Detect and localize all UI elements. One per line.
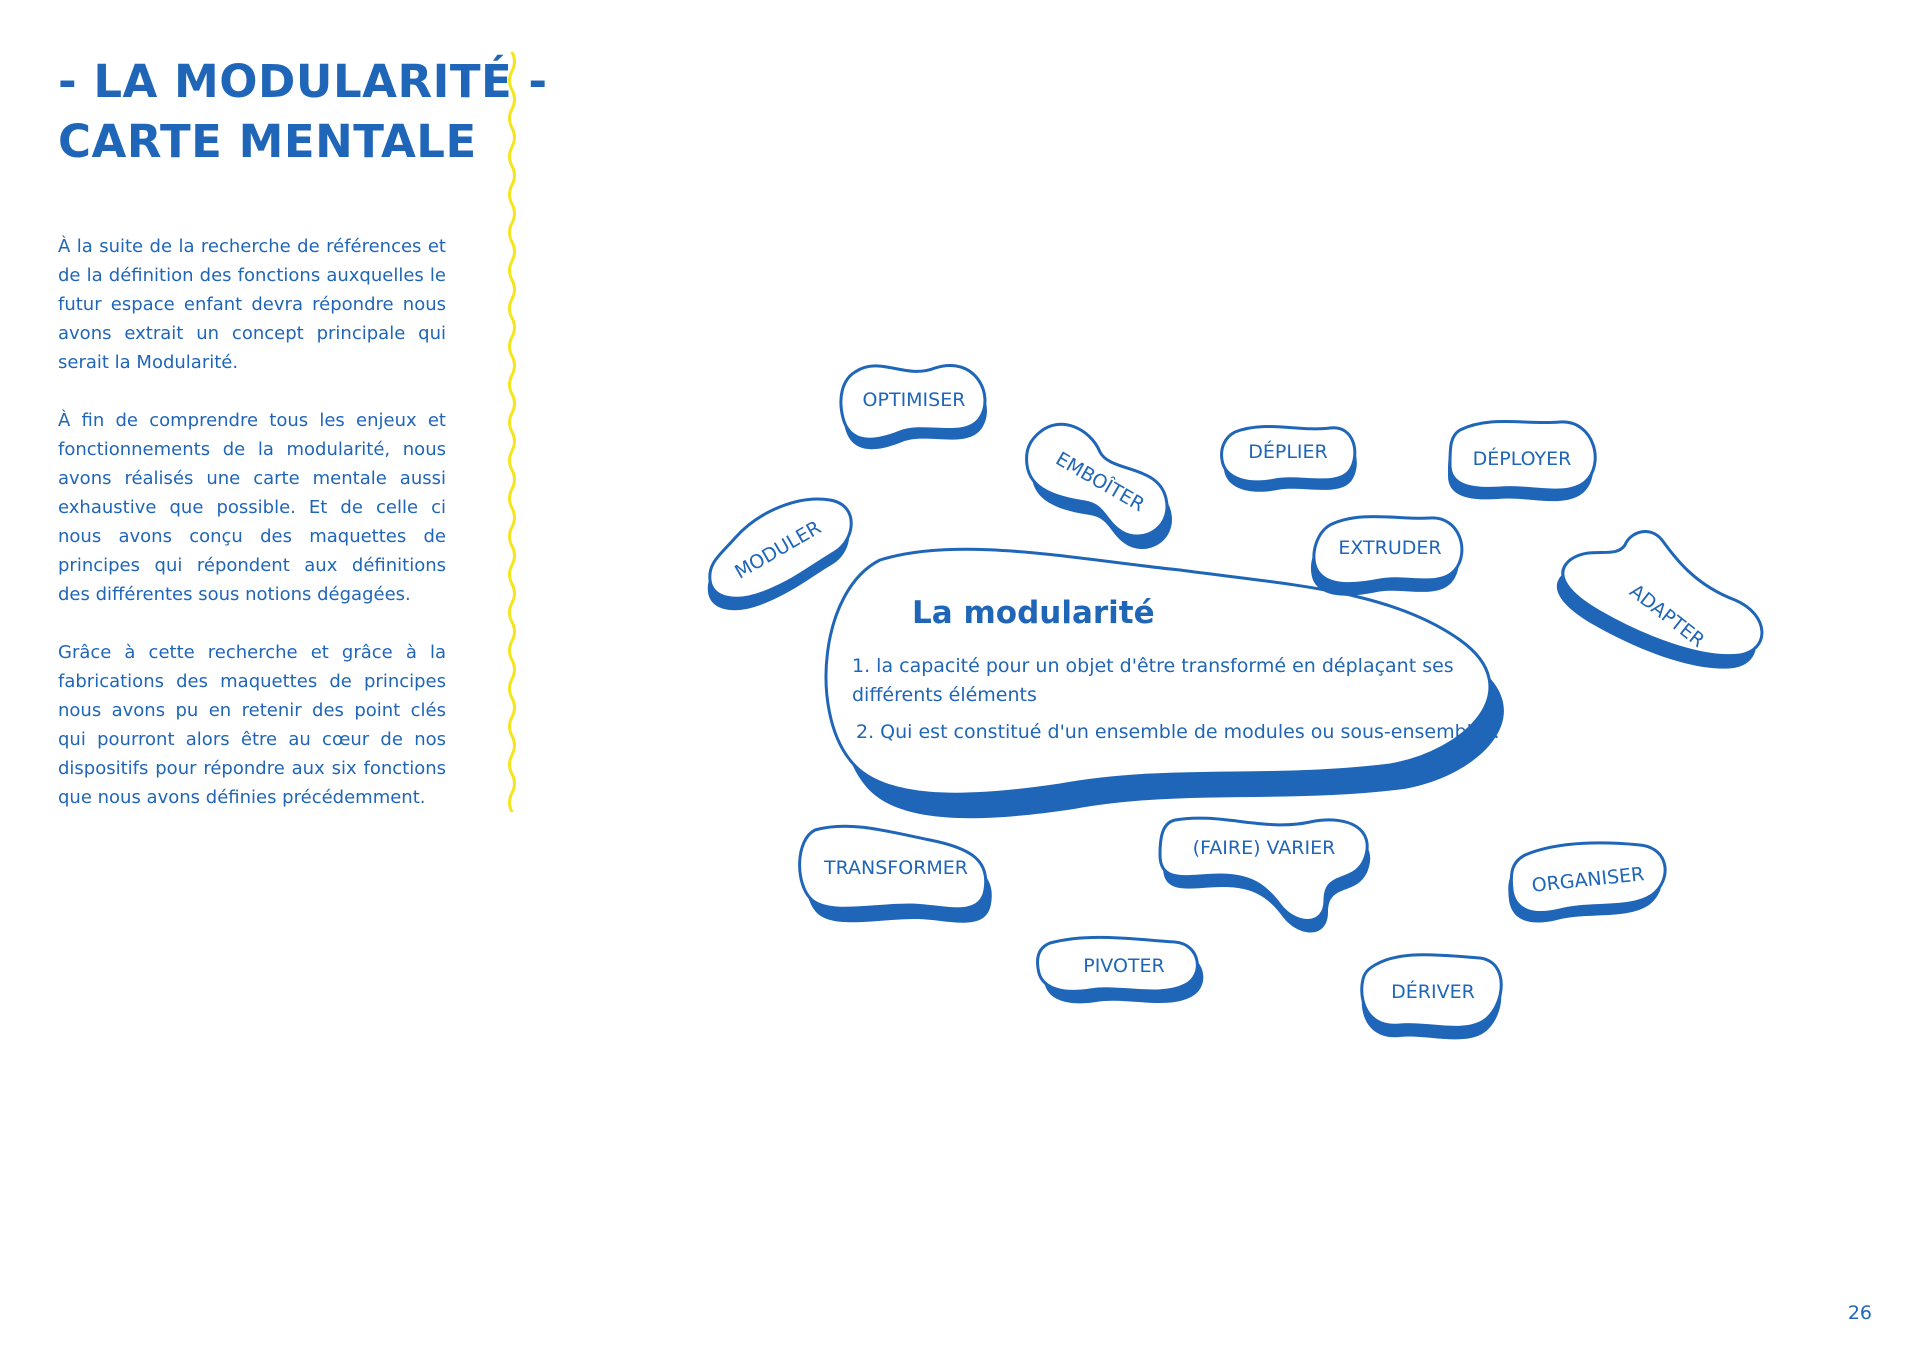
page-title-line2: CARTE MENTALE — [58, 115, 477, 168]
intro-paragraph-1: À la suite de la recherche de références et de la définition des fonctions auxquelles le futur espace enfant devra répondre nous avons extrait un concept principale qui serait la Modularité. — [58, 236, 446, 373]
page-number: 26 — [1847, 1302, 1872, 1324]
concept-title: La modularité — [912, 595, 1155, 631]
keyword-blob-transformer — [800, 826, 992, 923]
keyword-adapter: ADAPTER — [1625, 580, 1709, 652]
keyword-blob-deriver — [1362, 955, 1501, 1040]
keyword-emboiter: EMBOÎTER — [1051, 447, 1149, 517]
intro-paragraph-2: À fin de comprendre tous les enjeux et fonctionnements de la modularité, nous avons réalisés une carte mentale aussi exhaustive que possible. Et de celle ci nous avons conçu des maquettes de principes qui répondent aux définitions des différentes sous notions dégagées. — [58, 410, 446, 605]
keyword-blob-pivoter — [1038, 937, 1204, 1003]
keyword-transformer: TRANSFORMER — [824, 857, 968, 879]
page-title-line1: - LA MODULARITÉ - — [58, 55, 548, 108]
keyword-blob-deployer — [1448, 421, 1595, 501]
keyword-blob-emboiter — [1027, 424, 1172, 549]
keyword-organiser: ORGANISER — [1530, 863, 1646, 897]
keyword-blob-adapter — [1557, 532, 1762, 669]
keyword-blob-faire-varier — [1160, 818, 1370, 932]
keyword-deplier: DÉPLIER — [1248, 441, 1328, 463]
keyword-optimiser: OPTIMISER — [862, 389, 966, 411]
definition-2: 2. Qui est constitué d'un ensemble de modules ou sous-ensembles. — [856, 721, 1500, 743]
keyword-deployer: DÉPLOYER — [1472, 448, 1572, 470]
definition-1: 1. la capacité pour un objet d'être transformé en déplaçant ses différents éléments — [852, 655, 1454, 706]
intro-paragraph-3: Grâce à cette recherche et grâce à la fabrications des maquettes de principes nous avons pu en retenir des point clés qui pourront alors être au cœur de nos dispositifs pour répondre aux six fonctions que nous avons définies précédemment. — [58, 642, 446, 808]
keyword-blob-moduler — [708, 499, 851, 610]
keyword-extruder: EXTRUDER — [1338, 537, 1442, 559]
keyword-faire-varier: (FAIRE) VARIER — [1192, 837, 1336, 859]
keyword-blob-deplier — [1222, 427, 1357, 492]
keyword-moduler: MODULER — [731, 516, 825, 584]
keyword-blob-organiser — [1508, 843, 1665, 923]
keyword-pivoter: PIVOTER — [1083, 955, 1165, 977]
keyword-blob-optimiser — [841, 365, 987, 449]
keyword-deriver: DÉRIVER — [1391, 981, 1475, 1003]
keyword-blob-extruder — [1311, 517, 1462, 596]
